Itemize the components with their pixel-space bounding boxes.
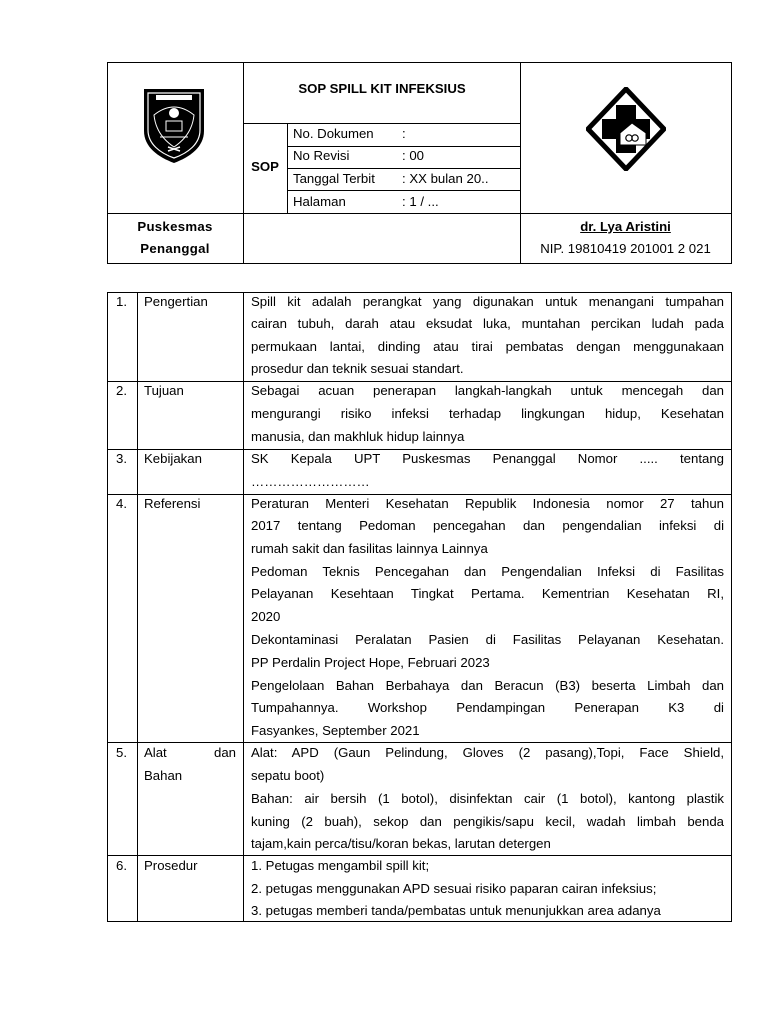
signer-nip: NIP. 19810419 201001 2 021 [540,241,711,256]
section-text-line: SK Kepala UPT Puskesmas Penanggal Nomor ..... tentang [251,451,724,466]
document-title: SOP SPILL KIT INFEKSIUS [298,81,466,96]
organization-name-line1: Puskesmas [137,219,213,234]
section-text-line: Sebagai acuan penerapan langkah-langkah untuk mencegah dan [251,383,724,398]
regency-emblem-logo [140,85,208,165]
section-number: 1. [116,294,127,309]
field-value-tanggal-terbit: : XX bulan 20.. [402,171,489,186]
section-label: dan [214,745,237,760]
section-label: Bahan [144,768,183,783]
section-text-line: cairan tubuh, darah atau eksudat luka, muntahan percikan ludah pada [251,316,724,331]
section-text-line: mengurangi risiko infeksi terhadap lingkungan hidup, Kesehatan [251,406,724,421]
section-text-line: 2017 tentang Pedoman pencegahan dan pengendalian infeksi di [251,518,724,533]
section-label: Prosedur [144,858,198,873]
organization-name-line2: Penanggal [140,241,210,256]
section-text-line: Tumpahannya. Workshop Pendampingan Penerapan K3 di [251,700,724,715]
section-text-line: kuning (2 buah), sekop dan pengikis/sapu kecil, wadah limbah benda [251,814,724,829]
field-value-halaman: : 1 / ... [402,194,439,209]
section-text-line: 1. Petugas mengambil spill kit; [251,858,430,873]
section-number: 5. [116,745,127,760]
section-label: Tujuan [144,383,184,398]
section-text-line: ……………………… [251,474,370,489]
section-text-line: Peraturan Menteri Kesehatan Republik Indonesia nomor 27 tahun [251,496,724,511]
section-text-line: Pelayanan Kesehtaan Tingkat Pertama. Kementrian Kesehatan RI, [251,586,724,601]
section-text-line: 3. petugas memberi tanda/pembatas untuk menunjukkan area adanya [251,903,661,918]
section-text-line: Fasyankes, September 2021 [251,723,420,738]
section-label: Referensi [144,496,201,511]
section-text-line: tajam,kain perca/tisu/koran bekas, larutan detergen [251,836,551,851]
section-label: Pengertian [144,294,208,309]
section-text-line: permukaan lantai, dinding atau tirai pembatas dengan menggunakaan [251,339,724,354]
field-label-no-revisi: No Revisi [293,148,350,163]
section-number: 6. [116,858,127,873]
section-number: 4. [116,496,127,511]
section-text-line: 2020 [251,609,281,624]
field-label-tanggal-terbit: Tanggal Terbit [293,171,375,186]
field-value-no-revisi: : 00 [402,148,424,163]
section-text-line: 2. petugas menggunakan APD sesuai risiko paparan cairan infeksius; [251,881,657,896]
section-text-line: Dekontaminasi Peralatan Pasien di Fasilitas Pelayanan Kesehatan. [251,632,724,647]
section-text-line: Spill kit adalah perangkat yang digunakan untuk menangani tumpahan [251,294,724,309]
section-number: 2. [116,383,127,398]
section-number: 3. [116,451,127,466]
field-label-halaman: Halaman [293,194,346,209]
signer-name: dr. Lya Aristini [580,219,671,234]
section-text-line: Bahan: air bersih (1 botol), disinfektan cair (1 botol), kantong plastik [251,791,724,806]
field-label-no-dokumen: No. Dokumen [293,126,374,141]
section-text-line: manusia, dan makhluk hidup lainnya [251,429,465,444]
section-text-line: Pedoman Teknis Pencegahan dan Pengendalian Infeksi di Fasilitas [251,564,724,579]
sop-label: SOP [251,159,279,174]
section-text-line: prosedur dan teknik sesuai standart. [251,361,464,376]
section-text-line: sepatu boot) [251,768,325,783]
section-text-line: rumah sakit dan fasilitas lainnya Lainnya [251,541,488,556]
section-label: Alat [144,745,167,760]
section-text-line: PP Perdalin Project Hope, Februari 2023 [251,655,490,670]
puskesmas-logo [586,87,666,171]
section-label: Kebijakan [144,451,202,466]
section-text-line: Pengelolaan Bahan Berbahaya dan Beracun (B3) beserta Limbah dan [251,678,724,693]
section-text-line: Alat: APD (Gaun Pelindung, Gloves (2 pasang),Topi, Face Shield, [251,745,724,760]
field-value-no-dokumen: : [402,126,406,141]
